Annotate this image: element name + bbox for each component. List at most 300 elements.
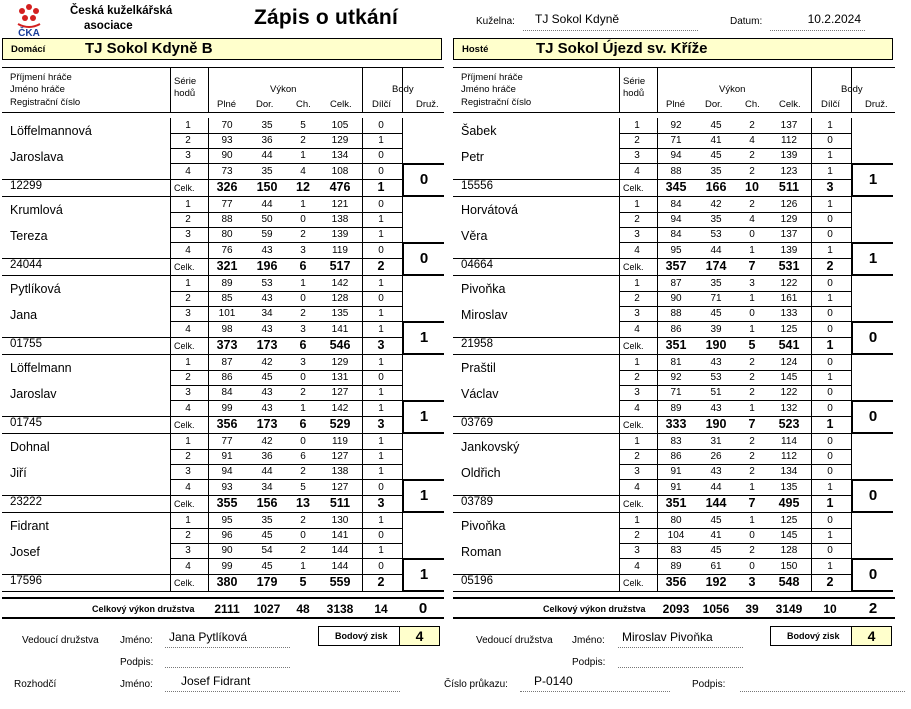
series-cell: 1 [827,293,833,305]
series-cell: 90 [221,150,233,162]
series-cell: 104 [667,530,685,542]
series-cell: 1 [827,244,833,256]
series-cell: 128 [331,293,349,305]
series-cell: 87 [670,278,682,289]
serie-no: 3 [634,545,640,557]
kuzelna-value: TJ Sokol Kdyně [523,12,698,31]
total-cell: 6 [299,417,307,431]
home-total-plne: 2111 [214,602,240,616]
total-cell: 3 [377,417,385,431]
series-cell: 1 [827,481,833,493]
team-point-box: 0 [402,242,444,276]
serie-no: 1 [634,515,640,526]
series-cell: 150 [780,560,798,572]
total-cell: 190 [705,338,727,352]
player-firstname: Petr [461,150,484,164]
total-cell: 192 [705,575,727,589]
series-cell: 127 [331,451,349,463]
series-cell: 2 [749,545,755,557]
total-cell: 190 [705,417,727,431]
series-cell: 142 [331,278,349,289]
series-cell: 61 [710,560,722,572]
series-cell: 0 [827,214,833,226]
page-title: Zápis o utkání [254,6,398,29]
total-cell: 1 [826,417,834,431]
total-cell: 351 [665,496,687,510]
col-ch: Ch. [296,99,311,110]
series-cell: 2 [749,150,755,162]
series-cell: 0 [827,323,833,335]
celk-label: Celk. [174,420,195,430]
series-cell: 119 [332,244,348,256]
total-cell: 1 [377,180,385,194]
player-divider [2,354,402,355]
serie-no: 1 [185,120,191,131]
header-divider [170,68,171,112]
series-cell: 0 [827,278,833,289]
series-cell: 71 [670,387,682,399]
series-cell: 81 [670,357,682,368]
serie-no: 1 [634,199,640,210]
series-cell: 43 [261,323,273,335]
total-cell: 2 [377,575,385,589]
series-cell: 2 [300,387,306,399]
home-vedouci-name: Jana Pytlíková [165,630,290,648]
home-podpis-label: Podpis: [120,657,154,668]
series-cell: 80 [670,515,682,526]
series-cell: 141 [331,530,349,542]
away-total-ch: 39 [745,602,759,616]
total-cell: 529 [329,417,351,431]
series-cell: 89 [670,560,682,572]
team-point-box: 1 [851,163,893,197]
away-total-label: Celkový výkon družstva [543,604,646,614]
series-cell: 161 [780,293,798,305]
series-cell: 1 [378,545,384,557]
player-divider [453,433,853,434]
total-cell: 356 [216,417,238,431]
series-cell: 1 [827,372,833,384]
series-cell: 86 [670,323,682,335]
player-firstname: Miroslav [461,308,508,322]
col-serie1: Série [623,76,646,87]
total-cell: 333 [665,417,687,431]
player-reg: 15556 [461,180,493,192]
series-cell: 0 [827,135,833,147]
series-cell: 71 [670,135,682,147]
series-cell: 35 [261,120,273,131]
player-firstname: Jiří [10,466,27,480]
series-cell: 54 [261,545,273,557]
series-cell: 125 [780,515,798,526]
total-cell: 546 [329,338,351,352]
celk-label: Celk. [623,420,644,430]
series-cell: 42 [710,199,722,210]
series-cell: 53 [710,372,722,384]
series-cell: 71 [710,293,722,305]
series-cell: 94 [221,466,233,478]
series-cell: 34 [261,308,273,320]
serie-no: 1 [634,120,640,131]
total-cell: 144 [705,496,727,510]
series-cell: 77 [221,199,233,210]
series-cell: 1 [378,436,384,447]
series-cell: 127 [331,481,349,493]
total-cell: 380 [216,575,238,589]
serie-no: 3 [634,387,640,399]
series-cell: 45 [261,530,273,542]
series-cell: 1 [749,293,755,305]
total-cell: 523 [778,417,800,431]
series-cell: 0 [378,293,384,305]
total-cell: 196 [256,259,278,273]
series-cell: 43 [261,293,273,305]
series-cell: 3 [300,323,306,335]
serie-no: 3 [185,308,191,320]
series-cell: 91 [670,481,682,493]
total-cell: 150 [256,180,278,194]
series-cell: 1 [300,150,306,162]
series-cell: 44 [710,481,722,493]
player-firstname: Jaroslav [10,387,57,401]
player-reg: 03789 [461,496,493,508]
player-firstname: Oldřich [461,466,501,480]
total-cell: 476 [329,180,351,194]
series-cell: 124 [780,357,798,368]
serie-no: 4 [634,560,640,572]
series-cell: 35 [261,165,273,177]
total-cell: 7 [748,496,756,510]
kuzelna-label: Kuželna: [476,16,515,27]
total-cell: 531 [778,259,800,273]
column-header [453,67,895,113]
player-firstname: Jaroslava [10,150,64,164]
series-cell: 0 [827,436,833,447]
col-celk: Celk. [779,99,801,110]
home-team-name: TJ Sokol Kdyně B [85,40,213,57]
series-cell: 1 [378,135,384,147]
series-cell: 0 [827,466,833,478]
serie-no: 1 [185,357,191,368]
team-point-box: 1 [402,479,444,513]
series-cell: 2 [300,515,306,526]
total-cell: 7 [748,417,756,431]
player-surname: Pivoňka [461,519,506,533]
home-podpis-line [165,652,290,668]
series-cell: 1 [827,560,833,572]
serie-no: 1 [634,436,640,447]
series-cell: 94 [670,150,682,162]
series-cell: 133 [780,308,798,320]
player-firstname: Tereza [10,229,48,243]
col-druz: Druž. [865,99,888,110]
series-cell: 1 [749,515,755,526]
home-total-dor: 1027 [253,602,281,616]
series-cell: 95 [221,515,233,526]
series-cell: 36 [261,451,273,463]
series-cell: 1 [749,402,755,414]
series-cell: 2 [300,308,306,320]
col-ch: Ch. [745,99,760,110]
series-cell: 4 [300,165,306,177]
datum-value: 10.2.2024 [770,12,865,31]
series-cell: 137 [780,120,798,131]
series-cell: 121 [331,199,349,210]
series-cell: 84 [221,387,233,399]
home-total-celk: 3138 [326,602,354,616]
series-cell: 43 [261,387,273,399]
total-cell: 2 [826,259,834,273]
team-point-box: 1 [402,558,444,592]
series-cell: 1 [378,387,384,399]
serie-no: 4 [634,244,640,256]
serie-no: 2 [185,372,191,384]
series-cell: 1 [378,357,384,368]
total-cell: 326 [216,180,238,194]
svg-text:ČKA: ČKA [18,28,40,38]
series-cell: 36 [261,135,273,147]
away-total-celk: 3149 [775,602,803,616]
series-cell: 114 [781,436,797,447]
player-divider [453,512,853,513]
series-cell: 2 [749,199,755,210]
total-cell: 321 [216,259,238,273]
series-cell: 1 [378,402,384,414]
series-cell: 0 [378,244,384,256]
series-cell: 50 [261,214,273,226]
series-cell: 31 [710,436,722,447]
series-cell: 41 [710,135,722,147]
series-cell: 101 [218,308,236,320]
series-cell: 2 [300,229,306,241]
col-dilci: Dílčí [372,99,391,110]
series-cell: 0 [749,229,755,241]
total-cell: 10 [745,180,759,194]
serie-no: 2 [634,530,640,542]
col-name1: Příjmení hráče [461,72,523,83]
series-cell: 91 [670,466,682,478]
series-cell: 53 [261,278,273,289]
team-point-box: 0 [402,163,444,197]
col-plne: Plné [666,99,686,110]
col-plne: Plné [217,99,237,110]
total-cell: 7 [748,259,756,273]
serie-no: 2 [634,372,640,384]
total-cell: 156 [256,496,278,510]
serie-no: 4 [185,323,191,335]
serie-no: 2 [185,214,191,226]
series-cell: 105 [331,120,349,131]
total-cell: 559 [329,575,351,589]
series-cell: 0 [749,530,755,542]
player-reg: 23222 [10,496,42,508]
away-vedouci-label: Vedoucí družstva [476,635,553,646]
series-cell: 92 [670,120,682,131]
total-cell: 2 [826,575,834,589]
series-cell: 45 [710,308,722,320]
column-header [2,67,444,113]
org-name: Česká kuželkářská asociace [70,5,173,32]
total-cell: 351 [665,338,687,352]
footer-podpis-line [740,674,905,692]
home-zisk-label: Bodový zisk [335,631,388,641]
total-cell: 173 [256,417,278,431]
home-jmeno-label: Jméno: [120,635,153,646]
series-cell: 94 [670,214,682,226]
celk-label: Celk. [174,499,195,509]
series-cell: 142 [331,402,349,414]
player-surname: Löffelmann [10,361,72,375]
series-cell: 0 [378,481,384,493]
series-cell: 0 [827,229,833,241]
player-reg: 01755 [10,338,42,350]
series-cell: 1 [378,229,384,241]
series-cell: 132 [780,402,798,414]
serie-no: 2 [185,530,191,542]
datum-label: Datum: [730,16,763,27]
series-cell: 0 [378,150,384,162]
celk-label: Celk. [623,341,644,351]
series-cell: 0 [300,214,306,226]
player-firstname: Roman [461,545,502,559]
series-cell: 2 [749,357,755,368]
series-cell: 76 [221,244,233,256]
series-cell: 0 [749,308,755,320]
celk-label: Celk. [623,262,644,272]
serie-no: 3 [185,229,191,241]
series-cell: 86 [221,372,233,384]
col-name3: Registrační číslo [461,97,532,108]
series-cell: 90 [221,545,233,557]
total-cell: 511 [329,496,351,510]
series-cell: 134 [331,150,349,162]
serie-no: 2 [634,451,640,463]
series-cell: 1 [827,120,833,131]
celk-label: Celk. [623,499,644,509]
total-cell: 357 [665,259,687,273]
col-celk: Celk. [330,99,352,110]
series-cell: 127 [331,387,349,399]
serie-no: 2 [634,135,640,147]
series-cell: 42 [261,357,273,368]
serie-no: 4 [634,165,640,177]
series-cell: 43 [710,466,722,478]
series-cell: 129 [780,214,798,226]
series-cell: 1 [378,323,384,335]
series-cell: 93 [221,481,233,493]
series-cell: 135 [780,481,798,493]
serie-no: 3 [185,545,191,557]
serie-no: 4 [185,165,191,177]
series-cell: 2 [300,545,306,557]
series-cell: 1 [378,214,384,226]
series-cell: 45 [710,545,722,557]
series-cell: 1 [300,560,306,572]
serie-no: 2 [185,293,191,305]
series-cell: 139 [780,244,798,256]
away-zisk-value: 4 [852,626,892,646]
series-cell: 84 [670,229,682,241]
series-cell: 99 [221,402,233,414]
series-cell: 0 [378,199,384,210]
series-cell: 130 [331,515,349,526]
col-name2: Jméno hráče [461,84,516,95]
series-cell: 0 [827,451,833,463]
series-cell: 0 [300,530,306,542]
away-vedouci-name: Miroslav Pivoňka [618,630,743,648]
series-cell: 88 [221,214,233,226]
home-total-row [2,597,444,619]
series-cell: 1 [378,466,384,478]
series-cell: 1 [300,402,306,414]
series-cell: 138 [331,214,349,226]
total-cell: 355 [216,496,238,510]
away-total-row [453,597,895,619]
col-vykon: Výkon [270,84,297,95]
serie-no: 3 [634,150,640,162]
series-cell: 1 [827,199,833,210]
away-total-dor: 1056 [702,602,730,616]
away-team-bar [453,38,893,60]
footer-podpis-label: Podpis: [692,679,726,690]
series-cell: 59 [261,229,273,241]
serie-no: 1 [185,199,191,210]
total-cell: 166 [705,180,727,194]
series-cell: 83 [670,436,682,447]
player-reg: 12299 [10,180,42,192]
serie-no: 1 [185,515,191,526]
away-total-druz: 2 [868,600,878,617]
series-cell: 73 [221,165,233,177]
series-cell: 3 [300,244,306,256]
series-cell: 0 [827,308,833,320]
celk-label: Celk. [174,262,195,272]
home-vedouci-label: Vedoucí družstva [22,635,99,646]
celk-label: Celk. [174,183,195,193]
series-cell: 88 [670,165,682,177]
series-cell: 43 [261,402,273,414]
series-cell: 0 [378,560,384,572]
series-cell: 131 [331,372,349,384]
series-cell: 0 [378,165,384,177]
prukaz-label: Číslo průkazu: [444,679,508,690]
series-cell: 129 [331,135,349,147]
series-cell: 45 [261,560,273,572]
player-reg: 21958 [461,338,493,350]
series-cell: 139 [331,229,349,241]
col-serie1: Série [174,76,197,87]
total-cell: 548 [778,575,800,589]
series-cell: 108 [331,165,349,177]
series-cell: 93 [221,135,233,147]
series-cell: 41 [710,530,722,542]
series-cell: 45 [261,372,273,384]
home-team-bar [2,38,442,60]
series-cell: 99 [221,560,233,572]
total-cell: 3 [377,338,385,352]
series-cell: 0 [827,387,833,399]
serie-no: 1 [634,278,640,289]
serie-no: 3 [634,308,640,320]
series-cell: 6 [300,451,306,463]
team-point-box: 1 [402,321,444,355]
total-cell: 1 [826,496,834,510]
total-cell: 6 [299,259,307,273]
away-podpis-line [618,652,743,668]
series-cell: 126 [780,199,798,210]
series-cell: 0 [300,436,306,447]
total-cell: 345 [665,180,687,194]
